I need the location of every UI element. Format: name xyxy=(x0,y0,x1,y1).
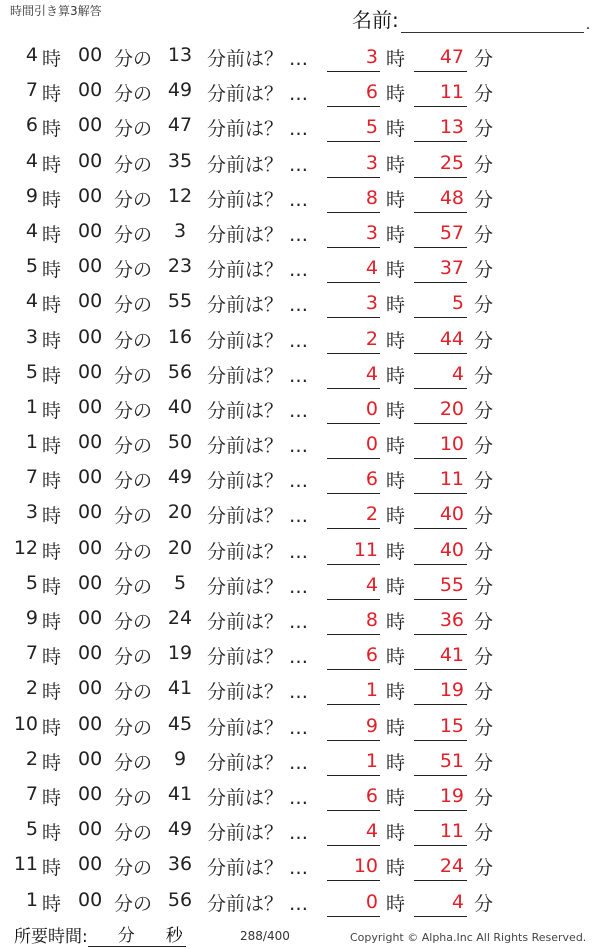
answer-minute: 55 xyxy=(414,572,467,600)
answer-minute: 40 xyxy=(414,501,467,529)
problem-hour: 9 xyxy=(25,607,38,629)
answer-hour-label: 時 xyxy=(386,399,406,422)
hour-label: 時 xyxy=(42,259,62,282)
minutes-of-label: 分の xyxy=(114,892,153,915)
problem-row xyxy=(0,355,600,390)
answer-minute: 48 xyxy=(414,185,467,213)
problem-hour: 5 xyxy=(25,571,38,594)
answer-minute-label: 分 xyxy=(474,118,494,141)
problem-hour: 4 xyxy=(25,149,38,172)
answer-minute: 24 xyxy=(414,853,467,881)
answer-minute: 15 xyxy=(414,713,467,741)
before-question-label: 分前は？ … xyxy=(207,892,309,915)
problem-row xyxy=(0,883,600,918)
answer-hour: 3 xyxy=(327,150,380,178)
zero-minutes: 00 xyxy=(78,290,103,313)
problem-row xyxy=(0,777,600,812)
answer-minute: 37 xyxy=(414,255,467,283)
before-question-label: 分前は？ … xyxy=(207,48,309,70)
minutes-before-value: 12 xyxy=(167,184,193,207)
problem-row xyxy=(0,73,600,108)
hour-label: 時 xyxy=(42,611,62,633)
answer-hour-label: 時 xyxy=(386,118,406,141)
answer-minute-label: 分 xyxy=(474,329,494,352)
hour-label: 時 xyxy=(42,223,62,246)
answer-minute-label: 分 xyxy=(474,857,494,880)
answer-hour-label: 時 xyxy=(386,681,406,704)
answer-minute-label: 分 xyxy=(474,505,494,528)
before-question-label: 分前は？ … xyxy=(207,681,309,704)
answer-hour-label: 時 xyxy=(386,48,406,70)
elapsed-time-label: 所要時間: xyxy=(14,927,88,947)
before-question-label: 分前は？ … xyxy=(207,223,309,246)
answer-hour: 9 xyxy=(327,713,380,741)
answer-minute: 20 xyxy=(414,396,467,424)
hour-label: 時 xyxy=(42,399,62,422)
minutes-before-value: 50 xyxy=(167,431,193,454)
problem-row xyxy=(0,390,600,425)
answer-minute-label: 分 xyxy=(474,575,494,598)
answer-minute: 51 xyxy=(414,748,467,776)
minutes-before-value: 45 xyxy=(167,712,193,735)
answer-hour: 6 xyxy=(327,79,380,107)
minutes-before-value: 35 xyxy=(167,149,193,172)
hour-label: 時 xyxy=(42,329,62,352)
answer-hour-label: 時 xyxy=(386,540,406,563)
before-question-label: 分前は？ … xyxy=(207,294,309,317)
answer-hour: 8 xyxy=(327,185,380,213)
answer-minute-label: 分 xyxy=(474,83,494,106)
problem-hour: 3 xyxy=(25,325,38,348)
before-question-label: 分前は？ … xyxy=(207,646,309,669)
problem-row xyxy=(0,636,600,671)
problem-hour: 1 xyxy=(25,431,38,454)
minutes-before-value: 41 xyxy=(167,677,193,700)
problem-list xyxy=(0,38,600,918)
answer-minute-label: 分 xyxy=(474,611,494,633)
answer-minute: 4 xyxy=(414,361,467,389)
answer-hour-label: 時 xyxy=(386,716,406,739)
problem-hour: 1 xyxy=(25,395,38,418)
problem-hour: 4 xyxy=(25,219,38,242)
answer-hour-label: 時 xyxy=(386,83,406,106)
minutes-before-value: 49 xyxy=(167,79,193,102)
answer-hour: 8 xyxy=(327,607,380,635)
before-question-label: 分前は？ … xyxy=(207,611,309,633)
answer-hour: 10 xyxy=(327,853,380,881)
before-question-label: 分前は？ … xyxy=(207,857,309,880)
minutes-of-label: 分の xyxy=(114,716,153,739)
hour-label: 時 xyxy=(42,751,62,774)
minutes-unit: 分 xyxy=(117,926,135,946)
answer-hour: 2 xyxy=(327,501,380,529)
before-question-label: 分前は？ … xyxy=(207,505,309,528)
zero-minutes: 00 xyxy=(78,44,103,66)
answer-minute-label: 分 xyxy=(474,294,494,317)
minutes-before-value: 47 xyxy=(167,114,193,137)
zero-minutes: 00 xyxy=(78,536,103,559)
hour-label: 時 xyxy=(42,83,62,106)
answer-minute-label: 分 xyxy=(474,364,494,387)
minutes-of-label: 分の xyxy=(114,611,153,633)
answer-minute-label: 分 xyxy=(474,822,494,845)
minutes-of-label: 分の xyxy=(114,681,153,704)
answer-hour-label: 時 xyxy=(386,857,406,880)
zero-minutes: 00 xyxy=(78,466,103,489)
answer-hour-label: 時 xyxy=(386,223,406,246)
minutes-before-value: 36 xyxy=(167,853,193,876)
hour-label: 時 xyxy=(42,188,62,211)
answer-hour-label: 時 xyxy=(386,364,406,387)
problem-hour: 4 xyxy=(25,44,38,66)
minutes-before-value: 20 xyxy=(167,536,193,559)
zero-minutes: 00 xyxy=(78,642,103,665)
answer-hour-label: 時 xyxy=(386,646,406,669)
hour-label: 時 xyxy=(42,716,62,739)
problem-row xyxy=(0,460,600,495)
minutes-of-label: 分の xyxy=(114,822,153,845)
hour-label: 時 xyxy=(42,153,62,176)
minutes-before-value: 56 xyxy=(167,888,193,911)
hour-label: 時 xyxy=(42,48,62,70)
minutes-of-label: 分の xyxy=(114,470,153,493)
minutes-before-value: 19 xyxy=(167,642,193,665)
name-label: 名前: xyxy=(352,8,399,32)
answer-hour-label: 時 xyxy=(386,822,406,845)
zero-minutes: 00 xyxy=(78,607,103,629)
answer-minute: 10 xyxy=(414,431,467,459)
zero-minutes: 00 xyxy=(78,782,103,805)
answer-minute-label: 分 xyxy=(474,751,494,774)
problem-hour: 7 xyxy=(25,642,38,665)
answer-hour-label: 時 xyxy=(386,786,406,809)
problem-row xyxy=(0,812,600,847)
before-question-label: 分前は？ … xyxy=(207,435,309,458)
hour-label: 時 xyxy=(42,892,62,915)
hour-label: 時 xyxy=(42,435,62,458)
answer-hour-label: 時 xyxy=(386,505,406,528)
hour-label: 時 xyxy=(42,294,62,317)
answer-minute: 4 xyxy=(414,889,467,917)
problem-hour: 7 xyxy=(25,782,38,805)
hour-label: 時 xyxy=(42,786,62,809)
answer-hour: 3 xyxy=(327,44,380,72)
answer-hour: 4 xyxy=(327,818,380,846)
problem-row xyxy=(0,179,600,214)
problem-hour: 9 xyxy=(25,184,38,207)
zero-minutes: 00 xyxy=(78,571,103,594)
minutes-before-value: 40 xyxy=(167,395,193,418)
answer-minute: 44 xyxy=(414,326,467,354)
problem-hour: 7 xyxy=(25,466,38,489)
hour-label: 時 xyxy=(42,470,62,493)
problem-row xyxy=(0,531,600,566)
minutes-before-value: 49 xyxy=(167,466,193,489)
problem-row xyxy=(0,601,600,636)
answer-minute-label: 分 xyxy=(474,399,494,422)
problem-row xyxy=(0,249,600,284)
minutes-of-label: 分の xyxy=(114,223,153,246)
answer-minute-label: 分 xyxy=(474,188,494,211)
before-question-label: 分前は？ … xyxy=(207,470,309,493)
minutes-of-label: 分の xyxy=(114,857,153,880)
answer-hour: 4 xyxy=(327,572,380,600)
minutes-of-label: 分の xyxy=(114,435,153,458)
minutes-before-value: 41 xyxy=(167,782,193,805)
answer-minute-label: 分 xyxy=(474,48,494,70)
minutes-before-value: 23 xyxy=(167,255,193,278)
answer-minute: 19 xyxy=(414,783,467,811)
answer-hour-label: 時 xyxy=(386,575,406,598)
before-question-label: 分前は？ … xyxy=(207,716,309,739)
zero-minutes: 00 xyxy=(78,360,103,383)
problem-hour: 2 xyxy=(25,677,38,700)
before-question-label: 分前は？ … xyxy=(207,751,309,774)
problem-hour: 11 xyxy=(13,853,38,876)
problem-hour: 10 xyxy=(13,712,38,735)
minutes-of-label: 分の xyxy=(114,646,153,669)
before-question-label: 分前は？ … xyxy=(207,540,309,563)
before-question-label: 分前は？ … xyxy=(207,259,309,282)
minutes-of-label: 分の xyxy=(114,575,153,598)
answer-minute: 36 xyxy=(414,607,467,635)
zero-minutes: 00 xyxy=(78,325,103,348)
zero-minutes: 00 xyxy=(78,395,103,418)
problem-hour: 5 xyxy=(25,255,38,278)
answer-hour-label: 時 xyxy=(386,259,406,282)
minutes-of-label: 分の xyxy=(114,329,153,352)
answer-minute-label: 分 xyxy=(474,646,494,669)
minutes-before-value: 5 xyxy=(173,571,187,594)
minutes-before-value: 16 xyxy=(167,325,193,348)
answer-minute-label: 分 xyxy=(474,435,494,458)
minutes-before-value: 24 xyxy=(167,607,193,629)
problem-row xyxy=(0,144,600,179)
answer-hour: 3 xyxy=(327,220,380,248)
answer-hour: 0 xyxy=(327,396,380,424)
hour-label: 時 xyxy=(42,118,62,141)
minutes-before-value: 13 xyxy=(167,44,193,66)
zero-minutes: 00 xyxy=(78,501,103,524)
problem-row xyxy=(0,214,600,249)
name-field xyxy=(352,4,590,33)
minutes-before-value: 49 xyxy=(167,818,193,841)
problem-hour: 5 xyxy=(25,818,38,841)
answer-minute: 47 xyxy=(414,44,467,72)
zero-minutes: 00 xyxy=(78,219,103,242)
hour-label: 時 xyxy=(42,857,62,880)
answer-hour: 4 xyxy=(327,361,380,389)
zero-minutes: 00 xyxy=(78,888,103,911)
answer-hour-label: 時 xyxy=(386,329,406,352)
answer-hour-label: 時 xyxy=(386,892,406,915)
copyright-notice: Copyright © Alpha.Inc All Rights Reserved. xyxy=(350,931,587,944)
answer-hour: 0 xyxy=(327,431,380,459)
problem-hour: 3 xyxy=(25,501,38,524)
minutes-of-label: 分の xyxy=(114,48,153,70)
zero-minutes: 00 xyxy=(78,747,103,770)
hour-label: 時 xyxy=(42,646,62,669)
zero-minutes: 00 xyxy=(78,114,103,137)
answer-hour: 6 xyxy=(327,783,380,811)
problem-hour: 12 xyxy=(13,536,38,559)
problem-row xyxy=(0,108,600,143)
problem-hour: 6 xyxy=(25,114,38,137)
minutes-of-label: 分の xyxy=(114,153,153,176)
answer-minute-label: 分 xyxy=(474,223,494,246)
problem-row xyxy=(0,495,600,530)
answer-hour: 3 xyxy=(327,290,380,318)
answer-hour: 6 xyxy=(327,642,380,670)
hour-label: 時 xyxy=(42,505,62,528)
minutes-before-value: 55 xyxy=(167,290,193,313)
minutes-of-label: 分の xyxy=(114,118,153,141)
answer-minute: 11 xyxy=(414,79,467,107)
minutes-before-value: 20 xyxy=(167,501,193,524)
answer-hour: 6 xyxy=(327,466,380,494)
zero-minutes: 00 xyxy=(78,255,103,278)
problem-row xyxy=(0,38,600,73)
problem-hour: 4 xyxy=(25,290,38,313)
minutes-of-label: 分の xyxy=(114,83,153,106)
minutes-of-label: 分の xyxy=(114,751,153,774)
minutes-of-label: 分の xyxy=(114,399,153,422)
answer-minute-label: 分 xyxy=(474,681,494,704)
problem-row xyxy=(0,847,600,882)
problem-row xyxy=(0,742,600,777)
answer-minute-label: 分 xyxy=(474,470,494,493)
hour-label: 時 xyxy=(42,681,62,704)
answer-minute-label: 分 xyxy=(474,259,494,282)
minutes-of-label: 分の xyxy=(114,540,153,563)
answer-hour-label: 時 xyxy=(386,751,406,774)
answer-minute-label: 分 xyxy=(474,540,494,563)
problem-hour: 2 xyxy=(25,747,38,770)
answer-minute: 41 xyxy=(414,642,467,670)
problem-row xyxy=(0,425,600,460)
minutes-of-label: 分の xyxy=(114,188,153,211)
answer-hour: 5 xyxy=(327,114,380,142)
answer-hour-label: 時 xyxy=(386,188,406,211)
answer-hour: 1 xyxy=(327,748,380,776)
minutes-of-label: 分の xyxy=(114,294,153,317)
zero-minutes: 00 xyxy=(78,79,103,102)
answer-minute-label: 分 xyxy=(474,892,494,915)
before-question-label: 分前は？ … xyxy=(207,575,309,598)
before-question-label: 分前は？ … xyxy=(207,364,309,387)
answer-hour-label: 時 xyxy=(386,470,406,493)
minutes-before-value: 3 xyxy=(173,219,187,242)
before-question-label: 分前は？ … xyxy=(207,118,309,141)
before-question-label: 分前は？ … xyxy=(207,329,309,352)
before-question-label: 分前は？ … xyxy=(207,786,309,809)
minutes-of-label: 分の xyxy=(114,505,153,528)
answer-minute: 57 xyxy=(414,220,467,248)
zero-minutes: 00 xyxy=(78,149,103,172)
name-blank-line xyxy=(401,10,584,33)
name-end-dot: . xyxy=(585,17,591,33)
problem-hour: 5 xyxy=(25,360,38,383)
answer-hour: 11 xyxy=(327,537,380,565)
minutes-of-label: 分の xyxy=(114,786,153,809)
answer-hour-label: 時 xyxy=(386,153,406,176)
hour-label: 時 xyxy=(42,575,62,598)
answer-minute: 5 xyxy=(414,290,467,318)
answer-hour-label: 時 xyxy=(386,611,406,633)
minutes-before-value: 9 xyxy=(173,747,187,770)
answer-hour-label: 時 xyxy=(386,294,406,317)
hour-label: 時 xyxy=(42,540,62,563)
seconds-unit: 秒 xyxy=(165,926,183,946)
zero-minutes: 00 xyxy=(78,818,103,841)
minutes-before-value: 56 xyxy=(167,360,193,383)
hour-label: 時 xyxy=(42,822,62,845)
before-question-label: 分前は？ … xyxy=(207,822,309,845)
answer-minute-label: 分 xyxy=(474,153,494,176)
minutes-of-label: 分の xyxy=(114,259,153,282)
before-question-label: 分前は？ … xyxy=(207,188,309,211)
answer-minute-label: 分 xyxy=(474,786,494,809)
answer-minute: 19 xyxy=(414,677,467,705)
worksheet-title: 時間引き算3解答 xyxy=(10,4,102,18)
problem-hour: 7 xyxy=(25,79,38,102)
answer-minute: 13 xyxy=(414,114,467,142)
before-question-label: 分前は？ … xyxy=(207,153,309,176)
elapsed-time-blank xyxy=(88,926,186,947)
zero-minutes: 00 xyxy=(78,677,103,700)
answer-hour: 4 xyxy=(327,255,380,283)
answer-hour: 2 xyxy=(327,326,380,354)
answer-hour: 1 xyxy=(327,677,380,705)
zero-minutes: 00 xyxy=(78,712,103,735)
answer-minute: 25 xyxy=(414,150,467,178)
elapsed-time-field xyxy=(14,922,186,947)
problem-hour: 1 xyxy=(25,888,38,911)
problem-row xyxy=(0,566,600,601)
before-question-label: 分前は？ … xyxy=(207,399,309,422)
answer-hour: 0 xyxy=(327,889,380,917)
answer-minute-label: 分 xyxy=(474,716,494,739)
problem-row xyxy=(0,671,600,706)
answer-hour-label: 時 xyxy=(386,435,406,458)
minutes-of-label: 分の xyxy=(114,364,153,387)
answer-minute: 40 xyxy=(414,537,467,565)
problem-row xyxy=(0,707,600,742)
answer-minute: 11 xyxy=(414,466,467,494)
problem-row xyxy=(0,284,600,319)
zero-minutes: 00 xyxy=(78,853,103,876)
page-number: 288/400 xyxy=(240,929,290,943)
before-question-label: 分前は？ … xyxy=(207,83,309,106)
hour-label: 時 xyxy=(42,364,62,387)
problem-row xyxy=(0,320,600,355)
zero-minutes: 00 xyxy=(78,184,103,207)
answer-minute: 11 xyxy=(414,818,467,846)
zero-minutes: 00 xyxy=(78,431,103,454)
